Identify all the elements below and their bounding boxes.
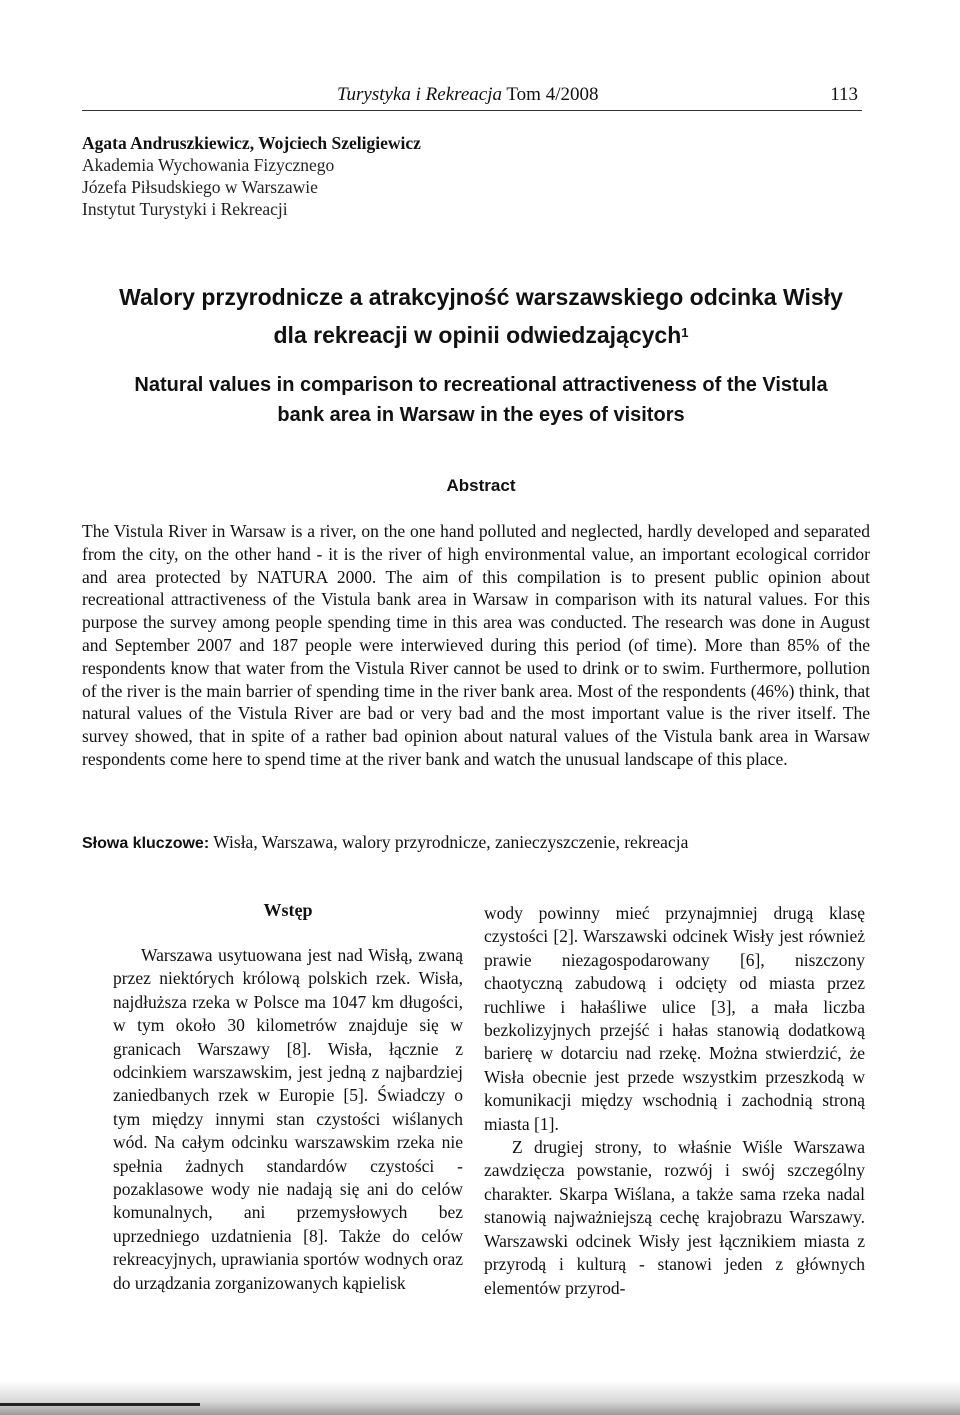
title-english-line-1: Natural values in comparison to recreational attractiveness of the Vistula — [134, 374, 828, 396]
left-column — [113, 900, 463, 1295]
keywords-label: Słowa kluczowe: — [82, 835, 210, 852]
intro-paragraph-right-1: wody powinny mieć przynajmniej drugą klasę czystości [2]. Warszawski odcinek Wisły jest również prawie niezagospodarowany [6], niszczony chaotyczną zabudową i odcięty od miasta przez ruchliwe i hałaśliwe ulice [3], a mała liczba bezkolizyjnych przejść i hałas stanowią dodatkową barierę w dotarciu nad rzekę. Można stwierdzić, że Wisła obecnie jest przede wszystkim przeszkodą w komunikacji między wschodnią i zachodnią stroną miasta [1]. — [484, 903, 865, 1134]
affiliation-line-3: Instytut Turystyki i Rekreacji — [82, 199, 288, 219]
page-number: 113 — [830, 84, 858, 105]
section-heading-intro: Wstęp — [263, 900, 313, 920]
keywords-text: Wisła, Warszawa, walory przyrodnicze, zanieczyszczenie, rekreacja — [213, 832, 689, 852]
journal-citation — [337, 84, 599, 106]
title-english-line-2: bank area in Warsaw in the eyes of visitors — [277, 404, 685, 426]
title-english — [82, 370, 880, 430]
journal-volume: Tom 4/2008 — [506, 84, 599, 105]
intro-paragraph-right-2: Z drugiej strony, to właśnie Wiśle Warszawa zawdzięcza powstanie, rozwój i swój szczególny charakter. Skarpa Wiślana, a także sama rzeka nadal stanowią najważniejszą cechę krajobrazu Warszawy. Warszawski odcinek Wisły jest łącznikiem miasta z przyrodą i kulturą - stanowi jeden z głównych elementów przyrod- — [484, 1137, 865, 1298]
keywords — [82, 832, 688, 853]
author-block — [82, 132, 421, 220]
title-polish-line-2: dla rekreacji w opinii odwiedzających — [273, 322, 682, 348]
affiliation-line-2: Józefa Piłsudskiego w Warszawie — [82, 177, 318, 197]
journal-name: Turystyka i Rekreacja — [337, 84, 502, 105]
right-column — [484, 902, 865, 1300]
footnote-marker[interactable]: 1 — [681, 325, 689, 340]
running-header — [82, 84, 862, 111]
abstract-heading: Abstract — [446, 476, 516, 495]
abstract-text: The Vistula River in Warsaw is a river, on the one hand polluted and neglected, hardly developed and separated from the city, on the other hand - it is the river of high environmental value, an important ecological corridor and area protected by NATURA 2000. The aim of this compilation is to present public opinion about recreational attractiveness of the Vistula bank area in Warsaw in comparison with its natural values. For this purpose the survey among people spending time in this area was conducted. The research was done in August and September 2007 and 187 people were interwieved during this period (of time). More than 85% of the respondents know that water from the Vistula River cannot be used to drink or to swim. Furthermore, pollution of the river is the main barrier of spending time in the river bank area. Most of the respondents (46%) think, that natural values of the Vistula River are bad or very bad and the most important value is the river itself. The survey showed, that in spite of a rather bad opinion about natural values of the Vistula bank area in Warsaw respondents come here to spend time at the river bank and watch the unusual landscape of this place. — [82, 521, 870, 769]
affiliation-line-1: Akademia Wychowania Fizycznego — [82, 155, 335, 175]
author-names: Agata Andruszkiewicz, Wojciech Szeligiewicz — [82, 133, 421, 153]
scan-bottom-edge — [0, 1381, 960, 1415]
title-polish-line-1: Walory przyrodnicze a atrakcyjność warszawskiego odcinka Wisły — [119, 284, 843, 310]
intro-paragraph-left: Warszawa usytuowana jest nad Wisłą, zwaną przez niektórych królową polskich rzek. Wisła, najdłuższa rzeka w Polsce ma 1047 km długości, w tym około 30 kilometrów znajduje się w granicach Warszawy [8]. Wisła, łącznie z odcinkiem warszawskim, jest jedną z najbardziej zaniedbanych rzek w Europie [5]. Świadczy o tym między innymi stan czystości wiślanych wód. Na całym odcinku warszawskim rzeka nie spełnia żadnych standardów czystości - pozaklasowe wody nie nadają się ani do celów komunalnych, ani przemysłowych bez uprzedniego uzdatnienia [8]. Także do celów rekreacyjnych, uprawiania sportów wodnych oraz do urządzania zorganizowanych kąpielisk — [113, 945, 463, 1293]
title-polish — [82, 278, 880, 354]
title-polish-line-2-wrap — [82, 316, 880, 354]
